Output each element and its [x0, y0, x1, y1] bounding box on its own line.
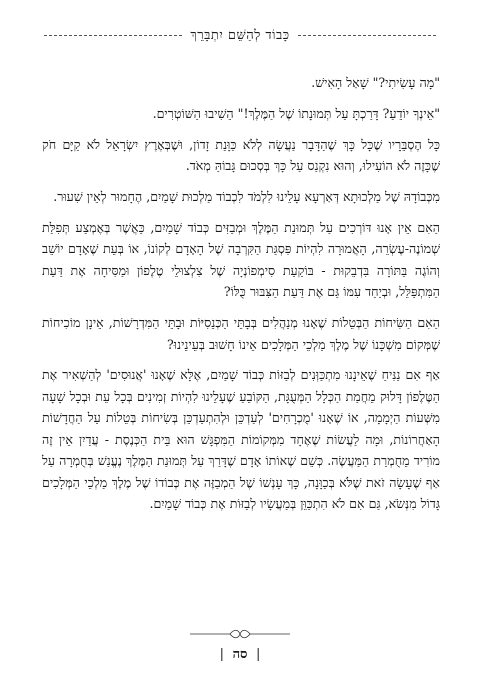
paragraph: הַאִם הַשִּׂיחוֹת הַבְּטֵלוֹת שֶׁאָנוּ מְנַהֲלִים בְּבָתֵּי הַכְּנֵסִיּוֹת וּבָתֵּי הַמִּדְרָשׁוֹת, אֵינָן מוֹכִיחוֹת שֶׁמְּקוֹם מִשְׁכָּנוֹ שֶׁל מֶלֶךְ מַלְכֵי הַמְּלָכִים אֵינוֹ חָשׁוּב בְּעֵינֵינוּ?	[42, 315, 440, 352]
page-number: סה	[232, 647, 248, 662]
header-title: כָּבוֹד לְהַשֵּׁם יִתְבָּרֵךְ	[190, 28, 290, 43]
paragraph: מִכְּבוֹדָהּ שֶׁל מַלְכוּתָא דְּאַרְעָא עָלֵינוּ לִלְמֹד לִכְבוֹד מַלְכוּת שָׁמַיִם, הֶחָמוּר לְאֵין שִׁעוּר.	[53, 189, 440, 205]
header-rule-left	[44, 35, 182, 36]
running-header	[44, 22, 436, 48]
body-text	[42, 72, 440, 524]
footer-bar-right: |	[255, 647, 261, 662]
paragraph: כָּל הֶסְבֵּרָיו שֶׁכָּל כָּךְ שֶׁהַדָּבָר נַעֲשָׂה לְלֹא כַּוָּנַת זָדוֹן, וּשֶׁבְּאֶרֶץ יִשְׂרָאֵל לֹא קַיָּם חֹק שֶׁכָּזֶה לֹא הוֹעִילוּ, וְהוּא נִקְנַס עַל כָּךְ בְּסְכוּם גָּבוֹהַּ מְאֹד.	[42, 136, 440, 174]
page-footer	[0, 646, 480, 662]
paragraph: הַאִם אֵין אָנוּ דּוֹרְכִים עַל תְּמוּנַת הַמֶּלֶךְ וּמְבַזִּים כְּבוֹד שָׁמַיִם, כַּאֲשֶׁר בְּאֶמְצַע תְּפִלַּת שְׁמוֹנֶה-עֶשְׂרֵה, הָאֲמוּרָה לִהְיוֹת פִּסְגַּת הַקִּרְבָה שֶׁל הָאָדָם לְקוֹנוֹ, אוֹ בְּעֵת שֶׁאָדָם יוֹשֵׁב וְהוֹגֶה בַּתּוֹרָה בִּדְבֵקוּת - בּוֹקַעַת סִימְפוֹנְיָה שֶׁל צִלְצוּלֵי טֶלֶפוֹן וּמַסִּיחָה אֶת דַּעַת הַמִּתְפַּלֵּל, וּבְיַחַד עִמּוֹ גַּם אֶת דַּעַת הַצִּבּוּר כֻּלּוֹ?	[42, 220, 440, 300]
paragraph: "מָה עָשִׂיתִי?" שָׁאַל הָאִישׁ.	[311, 75, 440, 90]
footer-bar-left: |	[219, 647, 225, 662]
paragraph: "אֵינְךָ יוֹדֵעַ? דָּרַכְתָּ עַל תְּמוּנָתוֹ שֶׁל הַמֶּלֶךְ!" הֵשִׁיבוּ הַשּׁוֹטְרִים.	[152, 105, 440, 121]
paragraph: אַף אִם נַנִּיחַ שֶׁאֵינָנוּ מִתְכַּוְּנִים לְבַזּוֹת כְּבוֹד שָׁמַיִם, אֶלָּא שֶׁאָנוּ 'אֲנוּסִים' לְהַשְׁאִיר אֶת הַטֶּלֶפוֹן דָּלוּק מֵחֲמַת הַכְּלָל הַמְּעֻגָּת, הַקּוֹבֵעַ שֶׁעָלֵינוּ לִהְיוֹת זְמִינִים בְּכָל עֵת וּבְכָל שָׁעָה מִשְּׁעוֹת הַיְמָמָה, אוֹ שֶׁאָנוּ 'מֻכְרָחִים' לְעַדְכֵּן וּלְהִתְעַדְכֵּן בְּשִׂיחוֹת בְּטֵלוֹת עַל הַחֲדָשׁוֹת הָאַחֲרוֹנוֹת, וּמָה לַעֲשׂוֹת שֶׁאֶחָד מִמְּקוֹמוֹת הַמִּפְגָּשׁ הוּא בֵּית הַכְּנֶסֶת - עֲדַיִן אֵין זֶה מוֹרִיד מֵחֻמְרַת הַמַּעֲשֶׂה. כְּשֵׁם שֶׁאוֹתוֹ אָדָם שֶׁדָּרַךְ עַל תְּמוּנַת הַמֶּלֶךְ נֶעֱנַשׁ בְּחֻמְרָה עַל אַף שֶׁעָשָׂה זֹאת שֶׁלֹּא בְּכַוָּנָה, כָּךְ עָנְשׁוֹ שֶׁל הַמְבַזֶּה אֶת כְּבוֹדוֹ שֶׁל מֶלֶךְ מַלְכֵי הַמְּלָכִים גָּדוֹל מִנְּשֹׂא, גַּם אִם לֹא הִתְכַּוֵּן בְּמַעֲשָׂיו לְבַזּוֹת אֶת כְּבוֹד שָׁמַיִם.	[42, 367, 440, 511]
header-rule-right	[298, 35, 436, 36]
section-ornament-icon	[190, 627, 290, 641]
